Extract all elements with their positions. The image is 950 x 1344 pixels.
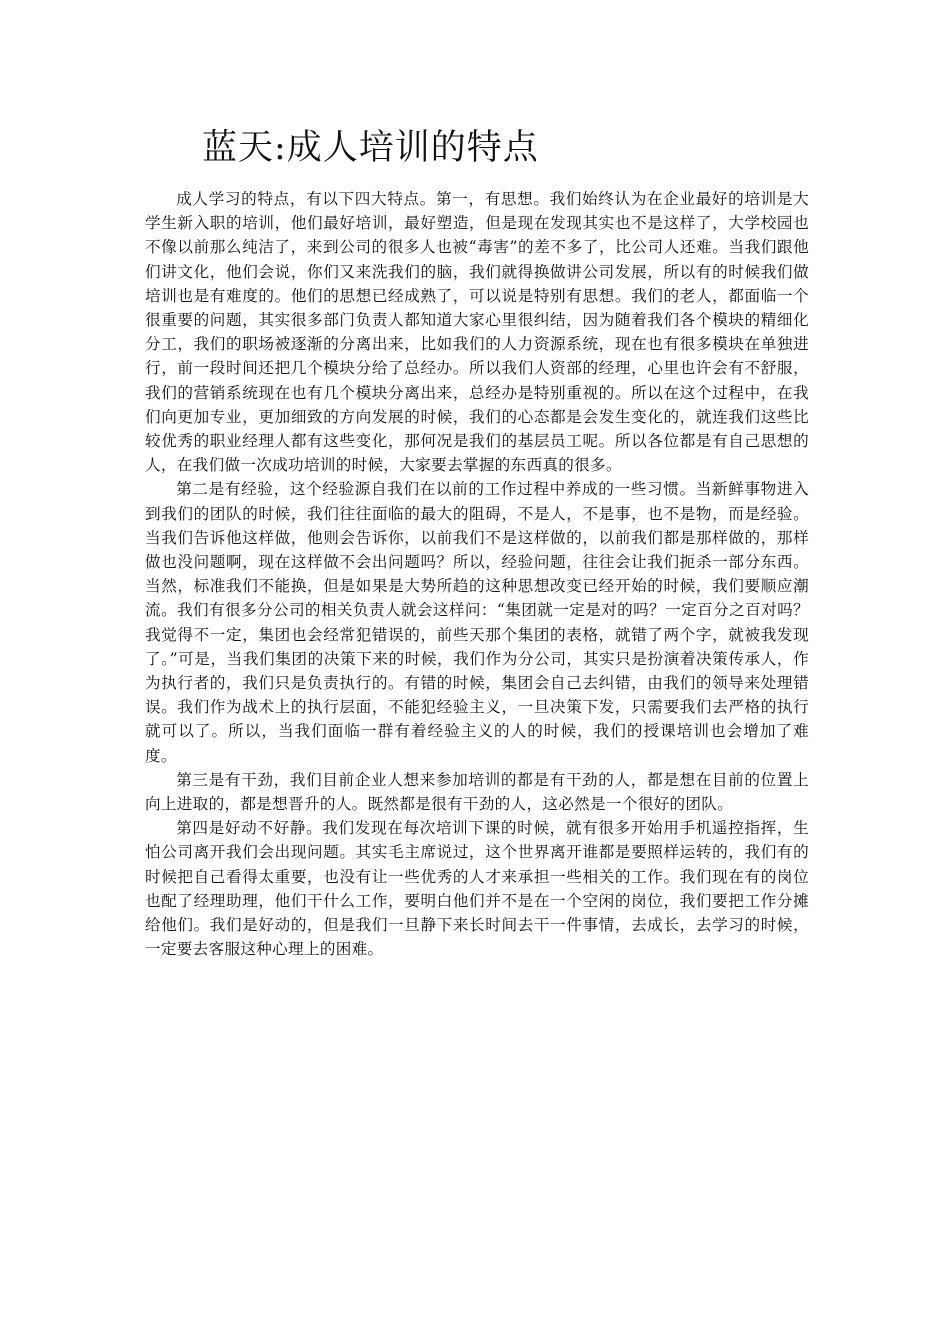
paragraph-second-experience: 第二是有经验，这个经验源自我们在以前的工作过程中养成的一些习惯。当新鲜事物进入到我们的团队的时候，我们往往面临的最大的阻碍，不是人，不是事，也不是物，而是经验。当我们告诉他这样做，他则会告诉你，以前我们不是这样做的，以前我们都是那样做的，那样做也没问题啊，现在这样做不会出问题吗？所以，经验问题，往往会让我们扼杀一部分东西。当然，标准我们不能换，但是如果是大势所趋的这种思想改变已经开始的时候，我们要顺应潮流。我们有很多分公司的相关负责人就会这样问：“集团就一定是对的吗？一定百分之百对吗？我觉得不一定，集团也会经常犯错误的，前些天那个集团的表格，就错了两个字，就被我发现了。”可是，当我们集团的决策下来的时候，我们作为分公司，其实只是扮演着决策传承人，作为执行者的，我们只是负责执行的。有错的时候，集团会自己去纠错，由我们的领导来处理错误。我们作为战术上的执行层面，不能犯经验主义，一旦决策下发，只需要我们去严格的执行就可以了。所以，当我们面临一群有着经验主义的人的时候，我们的授课培训也会增加了难度。 bbox=[145, 480, 809, 765]
paragraph-third-drive: 第三是有干劲，我们目前企业人想来参加培训的都是有干劲的人，都是想在目前的位置上向上进取的，都是想晋升的人。既然都是很有干劲的人，这必然是一个很好的团队。 bbox=[145, 770, 809, 814]
document-body bbox=[145, 187, 809, 962]
document-title: 蓝天:成人培训的特点 bbox=[202, 128, 539, 168]
paragraph-fourth-active: 第四是好动不好静。我们发现在每次培训下课的时候，就有很多开始用手机遥控指挥，生怕公司离开我们会出现问题。其实毛主席说过，这个世界离开谁都是要照样运转的，我们有的时候把自己看得太重要，也没有让一些优秀的人才来承担一些相关的工作。我们现在有的岗位也配了经理助理，他们干什么工作，要明白他们并不是在一个空闲的岗位，我们要把工作分摊给他们。我们是好动的，但是我们一旦静下来长时间去干一件事情，去成长，去学习的时候，一定要去客服这种心理上的困难。 bbox=[145, 819, 809, 959]
paragraph-first-thinking: 成人学习的特点，有以下四大特点。第一，有思想。我们始终认为在企业最好的培训是大学生新入职的培训，他们最好培训，最好塑造，但是现在发现其实也不是这样了，大学校园也不像以前那么纯洁了，来到公司的很多人也被“毒害”的差不多了，比公司人还难。当我们跟他们讲文化，他们会说，你们又来洗我们的脑，我们就得换做讲公司发展，所以有的时候我们做培训也是有难度的。他们的思想已经成熟了，可以说是特别有思想。我们的老人，都面临一个很重要的问题，其实很多部门负责人都知道大家心里很纠结，因为随着我们各个模块的精细化分工，我们的职场被逐渐的分离出来，比如我们的人力资源系统，现在也有很多模块在单独进行，前一段时间还把几个模块分给了总经办。所以我们人资部的经理，心里也许会有不舒服，我们的营销系统现在也有几个模块分离出来，总经办是特别重视的。所以在这个过程中，在我们向更加专业，更加细致的方向发展的时候，我们的心态都是会发生变化的，就连我们这些比较优秀的职业经理人都有这些变化，那何况是我们的基层员工呢。所以各位都是有自己思想的人，在我们做一次成功培训的时候，大家要去掌握的东西真的很多。 bbox=[145, 190, 809, 475]
